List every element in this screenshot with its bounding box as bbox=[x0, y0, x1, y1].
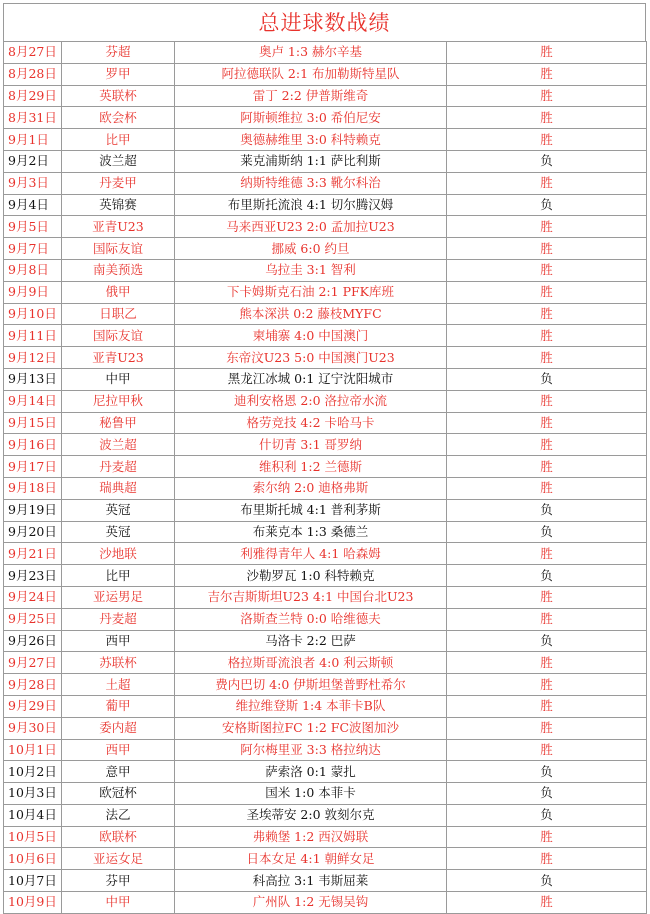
date-cell: 10月6日 bbox=[4, 848, 62, 870]
table-row bbox=[4, 586, 647, 608]
result-cell: 胜 bbox=[447, 129, 647, 151]
table-row bbox=[4, 303, 647, 325]
date-cell: 9月28日 bbox=[4, 674, 62, 696]
date-cell: 9月20日 bbox=[4, 521, 62, 543]
table-row bbox=[4, 150, 647, 172]
league-cell: 亚青U23 bbox=[62, 347, 175, 369]
result-cell: 胜 bbox=[447, 674, 647, 696]
result-cell: 胜 bbox=[447, 303, 647, 325]
result-cell: 胜 bbox=[447, 238, 647, 260]
match-cell: 洛斯查兰特 0:0 哈维德夫 bbox=[175, 608, 447, 630]
table-row bbox=[4, 238, 647, 260]
match-cell: 雷丁 2:2 伊普斯维奇 bbox=[175, 85, 447, 107]
match-cell: 莱克浦斯纳 1:1 萨比利斯 bbox=[175, 150, 447, 172]
table-row bbox=[4, 281, 647, 303]
date-cell: 9月29日 bbox=[4, 695, 62, 717]
table-row bbox=[4, 172, 647, 194]
result-cell: 胜 bbox=[447, 412, 647, 434]
league-cell: 波兰超 bbox=[62, 434, 175, 456]
result-cell: 胜 bbox=[447, 739, 647, 761]
date-cell: 9月24日 bbox=[4, 586, 62, 608]
result-cell: 胜 bbox=[447, 259, 647, 281]
date-cell: 10月5日 bbox=[4, 826, 62, 848]
league-cell: 丹麦甲 bbox=[62, 172, 175, 194]
date-cell: 9月14日 bbox=[4, 390, 62, 412]
table-row bbox=[4, 543, 647, 565]
result-cell: 胜 bbox=[447, 42, 647, 64]
result-cell: 负 bbox=[447, 150, 647, 172]
results-table bbox=[3, 41, 647, 914]
date-cell: 9月15日 bbox=[4, 412, 62, 434]
league-cell: 波兰超 bbox=[62, 150, 175, 172]
result-cell: 负 bbox=[447, 521, 647, 543]
match-cell: 萨索洛 0:1 蒙扎 bbox=[175, 761, 447, 783]
table-row bbox=[4, 390, 647, 412]
match-cell: 乌拉圭 3:1 智利 bbox=[175, 259, 447, 281]
table-row bbox=[4, 870, 647, 892]
table-row bbox=[4, 325, 647, 347]
result-cell: 胜 bbox=[447, 717, 647, 739]
date-cell: 9月4日 bbox=[4, 194, 62, 216]
league-cell: 比甲 bbox=[62, 129, 175, 151]
match-cell: 阿尔梅里亚 3:3 格拉纳达 bbox=[175, 739, 447, 761]
date-cell: 10月7日 bbox=[4, 870, 62, 892]
date-cell: 9月19日 bbox=[4, 499, 62, 521]
table-row bbox=[4, 368, 647, 390]
league-cell: 芬甲 bbox=[62, 870, 175, 892]
table-row bbox=[4, 565, 647, 587]
match-cell: 维积利 1:2 兰德斯 bbox=[175, 456, 447, 478]
match-cell: 弗赖堡 1:2 西汉姆联 bbox=[175, 826, 447, 848]
table-row bbox=[4, 194, 647, 216]
result-cell: 胜 bbox=[447, 695, 647, 717]
match-cell: 下卡姆斯克石油 2:1 PFK库班 bbox=[175, 281, 447, 303]
league-cell: 英锦赛 bbox=[62, 194, 175, 216]
table-row bbox=[4, 783, 647, 805]
date-cell: 9月27日 bbox=[4, 652, 62, 674]
match-cell: 纳斯特维德 3:3 靴尔科治 bbox=[175, 172, 447, 194]
table-row bbox=[4, 129, 647, 151]
league-cell: 英联杯 bbox=[62, 85, 175, 107]
result-cell: 胜 bbox=[447, 608, 647, 630]
result-cell: 胜 bbox=[447, 477, 647, 499]
date-cell: 9月2日 bbox=[4, 150, 62, 172]
table-row bbox=[4, 216, 647, 238]
match-cell: 布莱克本 1:3 桑德兰 bbox=[175, 521, 447, 543]
table-row bbox=[4, 259, 647, 281]
result-cell: 负 bbox=[447, 870, 647, 892]
date-cell: 9月21日 bbox=[4, 543, 62, 565]
match-cell: 柬埔寨 4:0 中国澳门 bbox=[175, 325, 447, 347]
league-cell: 意甲 bbox=[62, 761, 175, 783]
result-cell: 胜 bbox=[447, 892, 647, 914]
date-cell: 9月26日 bbox=[4, 630, 62, 652]
league-cell: 秘鲁甲 bbox=[62, 412, 175, 434]
league-cell: 亚运女足 bbox=[62, 848, 175, 870]
table-row bbox=[4, 347, 647, 369]
table-row bbox=[4, 85, 647, 107]
result-cell: 负 bbox=[447, 783, 647, 805]
league-cell: 亚运男足 bbox=[62, 586, 175, 608]
match-cell: 安格斯图拉FC 1:2 FC波图加沙 bbox=[175, 717, 447, 739]
league-cell: 丹麦超 bbox=[62, 456, 175, 478]
league-cell: 比甲 bbox=[62, 565, 175, 587]
result-cell: 胜 bbox=[447, 390, 647, 412]
result-cell: 胜 bbox=[447, 652, 647, 674]
match-cell: 索尔纳 2:0 迪格弗斯 bbox=[175, 477, 447, 499]
result-cell: 胜 bbox=[447, 848, 647, 870]
results-sheet bbox=[3, 3, 646, 914]
league-cell: 沙地联 bbox=[62, 543, 175, 565]
date-cell: 10月4日 bbox=[4, 804, 62, 826]
result-cell: 负 bbox=[447, 194, 647, 216]
match-cell: 科高拉 3:1 韦斯屈莱 bbox=[175, 870, 447, 892]
match-cell: 广州队 1:2 无锡吴钩 bbox=[175, 892, 447, 914]
table-row bbox=[4, 674, 647, 696]
league-cell: 委内超 bbox=[62, 717, 175, 739]
date-cell: 9月9日 bbox=[4, 281, 62, 303]
match-cell: 迪利安格恩 2:0 洛拉帝水流 bbox=[175, 390, 447, 412]
match-cell: 马洛卡 2:2 巴萨 bbox=[175, 630, 447, 652]
league-cell: 法乙 bbox=[62, 804, 175, 826]
match-cell: 东帝汶U23 5:0 中国澳门U23 bbox=[175, 347, 447, 369]
table-row bbox=[4, 434, 647, 456]
table-row bbox=[4, 521, 647, 543]
date-cell: 9月13日 bbox=[4, 368, 62, 390]
result-cell: 负 bbox=[447, 565, 647, 587]
match-cell: 黑龙江冰城 0:1 辽宁沈阳城市 bbox=[175, 368, 447, 390]
match-cell: 格拉斯哥流浪者 4:0 利云斯顿 bbox=[175, 652, 447, 674]
match-cell: 沙勒罗瓦 1:0 科特赖克 bbox=[175, 565, 447, 587]
date-cell: 10月2日 bbox=[4, 761, 62, 783]
match-cell: 布里斯托城 4:1 普利茅斯 bbox=[175, 499, 447, 521]
date-cell: 10月1日 bbox=[4, 739, 62, 761]
table-row bbox=[4, 826, 647, 848]
date-cell: 9月25日 bbox=[4, 608, 62, 630]
table-row bbox=[4, 412, 647, 434]
league-cell: 丹麦超 bbox=[62, 608, 175, 630]
match-cell: 熊本深洪 0:2 藤枝MYFC bbox=[175, 303, 447, 325]
date-cell: 9月3日 bbox=[4, 172, 62, 194]
table-row bbox=[4, 499, 647, 521]
date-cell: 9月30日 bbox=[4, 717, 62, 739]
match-cell: 日本女足 4:1 朝鲜女足 bbox=[175, 848, 447, 870]
result-cell: 胜 bbox=[447, 281, 647, 303]
result-cell: 胜 bbox=[447, 325, 647, 347]
league-cell: 欧会杯 bbox=[62, 107, 175, 129]
date-cell: 9月11日 bbox=[4, 325, 62, 347]
league-cell: 国际友谊 bbox=[62, 325, 175, 347]
table-row bbox=[4, 107, 647, 129]
league-cell: 葡甲 bbox=[62, 695, 175, 717]
table-row bbox=[4, 892, 647, 914]
match-cell: 利雅得青年人 4:1 哈森姆 bbox=[175, 543, 447, 565]
date-cell: 9月12日 bbox=[4, 347, 62, 369]
date-cell: 8月31日 bbox=[4, 107, 62, 129]
league-cell: 中甲 bbox=[62, 368, 175, 390]
date-cell: 8月28日 bbox=[4, 63, 62, 85]
result-cell: 胜 bbox=[447, 434, 647, 456]
result-cell: 胜 bbox=[447, 586, 647, 608]
league-cell: 西甲 bbox=[62, 739, 175, 761]
date-cell: 9月23日 bbox=[4, 565, 62, 587]
table-row bbox=[4, 848, 647, 870]
match-cell: 格劳竞技 4:2 卡哈马卡 bbox=[175, 412, 447, 434]
result-cell: 胜 bbox=[447, 63, 647, 85]
league-cell: 中甲 bbox=[62, 892, 175, 914]
date-cell: 9月8日 bbox=[4, 259, 62, 281]
result-cell: 负 bbox=[447, 630, 647, 652]
match-cell: 国米 1:0 本菲卡 bbox=[175, 783, 447, 805]
match-cell: 马来西亚U23 2:0 孟加拉U23 bbox=[175, 216, 447, 238]
sheet-title: 总进球数战绩 bbox=[3, 3, 646, 41]
table-row bbox=[4, 608, 647, 630]
table-row bbox=[4, 804, 647, 826]
league-cell: 尼拉甲秋 bbox=[62, 390, 175, 412]
league-cell: 英冠 bbox=[62, 499, 175, 521]
league-cell: 欧联杯 bbox=[62, 826, 175, 848]
table-row bbox=[4, 42, 647, 64]
date-cell: 9月5日 bbox=[4, 216, 62, 238]
result-cell: 负 bbox=[447, 804, 647, 826]
match-cell: 奥德赫维里 3:0 科特赖克 bbox=[175, 129, 447, 151]
result-cell: 胜 bbox=[447, 107, 647, 129]
table-row bbox=[4, 630, 647, 652]
match-cell: 奥卢 1:3 赫尔辛基 bbox=[175, 42, 447, 64]
result-cell: 胜 bbox=[447, 543, 647, 565]
result-cell: 负 bbox=[447, 761, 647, 783]
date-cell: 8月29日 bbox=[4, 85, 62, 107]
league-cell: 欧冠杯 bbox=[62, 783, 175, 805]
result-cell: 胜 bbox=[447, 216, 647, 238]
date-cell: 9月1日 bbox=[4, 129, 62, 151]
result-cell: 胜 bbox=[447, 456, 647, 478]
match-cell: 费内巴切 4:0 伊斯坦堡普野杜希尔 bbox=[175, 674, 447, 696]
league-cell: 日职乙 bbox=[62, 303, 175, 325]
table-row bbox=[4, 717, 647, 739]
table-row bbox=[4, 456, 647, 478]
date-cell: 9月16日 bbox=[4, 434, 62, 456]
match-cell: 维拉维登斯 1:4 本菲卡B队 bbox=[175, 695, 447, 717]
result-cell: 负 bbox=[447, 499, 647, 521]
table-row bbox=[4, 761, 647, 783]
match-cell: 阿斯顿维拉 3:0 希伯尼安 bbox=[175, 107, 447, 129]
match-cell: 阿拉德联队 2:1 布加勒斯特星队 bbox=[175, 63, 447, 85]
match-cell: 吉尔吉斯斯坦U23 4:1 中国台北U23 bbox=[175, 586, 447, 608]
result-cell: 胜 bbox=[447, 826, 647, 848]
result-cell: 胜 bbox=[447, 85, 647, 107]
date-cell: 9月7日 bbox=[4, 238, 62, 260]
table-row bbox=[4, 695, 647, 717]
league-cell: 英冠 bbox=[62, 521, 175, 543]
date-cell: 10月9日 bbox=[4, 892, 62, 914]
league-cell: 芬超 bbox=[62, 42, 175, 64]
match-cell: 圣埃蒂安 2:0 敦刻尔克 bbox=[175, 804, 447, 826]
result-cell: 胜 bbox=[447, 172, 647, 194]
league-cell: 国际友谊 bbox=[62, 238, 175, 260]
table-row bbox=[4, 739, 647, 761]
result-cell: 胜 bbox=[447, 347, 647, 369]
date-cell: 9月17日 bbox=[4, 456, 62, 478]
date-cell: 10月3日 bbox=[4, 783, 62, 805]
result-cell: 负 bbox=[447, 368, 647, 390]
league-cell: 俄甲 bbox=[62, 281, 175, 303]
league-cell: 南美预选 bbox=[62, 259, 175, 281]
league-cell: 西甲 bbox=[62, 630, 175, 652]
table-row bbox=[4, 652, 647, 674]
match-cell: 布里斯托流浪 4:1 切尔腾汉姆 bbox=[175, 194, 447, 216]
date-cell: 9月10日 bbox=[4, 303, 62, 325]
match-cell: 挪威 6:0 约旦 bbox=[175, 238, 447, 260]
league-cell: 罗甲 bbox=[62, 63, 175, 85]
league-cell: 瑞典超 bbox=[62, 477, 175, 499]
league-cell: 土超 bbox=[62, 674, 175, 696]
table-row bbox=[4, 63, 647, 85]
table-row bbox=[4, 477, 647, 499]
date-cell: 8月27日 bbox=[4, 42, 62, 64]
league-cell: 苏联杯 bbox=[62, 652, 175, 674]
match-cell: 什切青 3:1 哥罗纳 bbox=[175, 434, 447, 456]
date-cell: 9月18日 bbox=[4, 477, 62, 499]
league-cell: 亚青U23 bbox=[62, 216, 175, 238]
